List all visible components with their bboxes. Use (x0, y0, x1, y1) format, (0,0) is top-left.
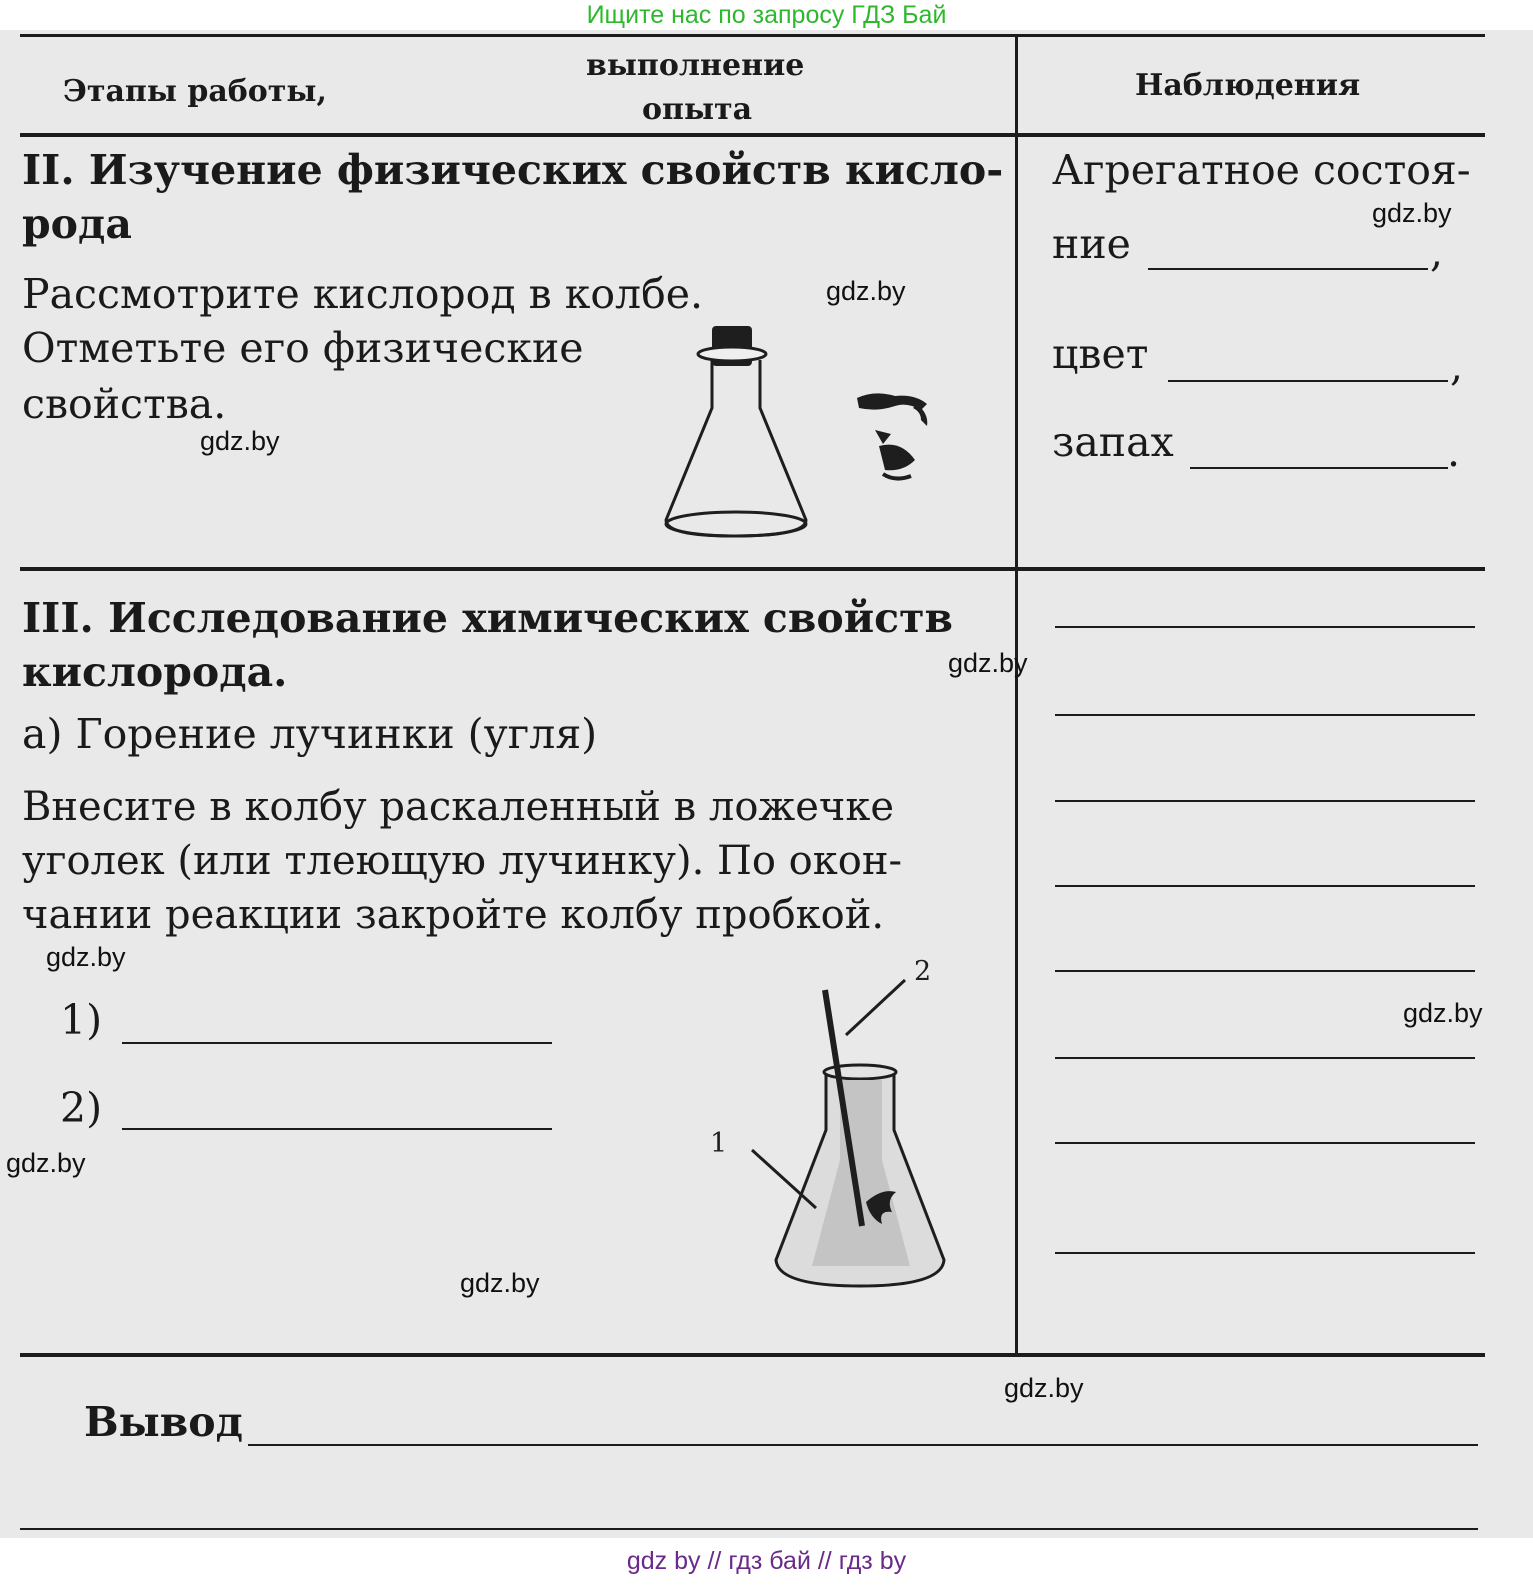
smell-waft-icon (855, 390, 935, 485)
header-observations: Наблюдения (1135, 68, 1361, 103)
header-execution-line1: выполнение (586, 48, 805, 83)
column-divider (1015, 34, 1018, 1356)
obs3-blank-2 (1055, 714, 1475, 716)
section3-text-line2: уголек (или тлеющую лучинку). По окон- (22, 838, 903, 884)
header-bottom-rule (20, 133, 1485, 137)
watermark: gdz.by (460, 1268, 540, 1298)
stoppered-flask-illustration (660, 320, 820, 545)
watermark: gdz.by (826, 276, 906, 306)
section2-bottom-rule (20, 567, 1485, 571)
top-banner: Ищите нас по запросу ГДЗ Бай (586, 1, 947, 29)
worksheet-page (0, 30, 1533, 1538)
obs-color-label: цвет (1052, 330, 1149, 378)
obs3-blank-1 (1055, 626, 1475, 628)
obs3-blank-6 (1055, 1057, 1475, 1059)
answer-1-label: 1) (60, 996, 103, 1044)
conclusion-blank-1 (248, 1444, 1478, 1446)
answer-2-label: 2) (60, 1084, 103, 1132)
section3-title-line2: кислорода. (22, 648, 288, 696)
figure-label-1: 1 (710, 1128, 728, 1159)
obs-smell-blank (1190, 467, 1448, 469)
figure-label-2: 2 (914, 956, 932, 987)
section3-text-line1: Внесите в колбу раскаленный в ложечке (22, 784, 894, 830)
table-top-rule (20, 34, 1485, 37)
watermark: gdz.by (1372, 198, 1452, 228)
obs3-blank-8 (1055, 1252, 1475, 1254)
watermark: gdz.by (46, 942, 126, 972)
obs3-blank-7 (1055, 1142, 1475, 1144)
section2-text-line2: Отметьте его физические (22, 324, 584, 372)
section2-title-line1: II. Изучение физических свойств кисло- (22, 146, 1004, 194)
obs-smell-label: запах (1052, 418, 1174, 466)
obs3-blank-4 (1055, 885, 1475, 887)
section3-sub-a: а) Горение лучинки (угля) (22, 710, 598, 758)
burning-splint-flask-illustration (700, 956, 980, 1300)
conclusion-blank-2 (20, 1528, 1478, 1530)
bottom-banner: gdz by // гдз бай // гдз by (626, 1547, 907, 1575)
header-stages: Этапы работы, (63, 74, 327, 109)
section3-text-line3: чании реакции закройте колбу пробкой. (22, 892, 885, 938)
header-execution-line2: опыта (642, 92, 753, 127)
watermark: gdz.by (6, 1148, 86, 1178)
section2-text-line3: свойства. (22, 380, 227, 428)
obs-smell-period: . (1447, 428, 1461, 476)
obs3-blank-5 (1055, 970, 1475, 972)
obs-aggregate-comma: , (1430, 228, 1444, 276)
obs-aggregate-state-line2: ние (1052, 220, 1131, 268)
answer-1-blank (122, 1042, 552, 1044)
obs-color-comma: , (1450, 342, 1464, 390)
obs3-blank-3 (1055, 800, 1475, 802)
obs-aggregate-state-line1: Агрегатное состоя- (1052, 146, 1471, 194)
obs-color-blank (1168, 380, 1448, 382)
watermark: gdz.by (948, 648, 1028, 678)
watermark: gdz.by (1403, 998, 1483, 1028)
conclusion-label: Вывод (84, 1398, 243, 1446)
section2-title-line2: рода (22, 200, 132, 248)
section3-title-line1: III. Исследование химических свойств (22, 594, 953, 642)
obs-aggregate-state-blank (1148, 268, 1428, 270)
answer-2-blank (122, 1128, 552, 1130)
section3-bottom-rule (20, 1353, 1485, 1357)
watermark: gdz.by (200, 426, 280, 456)
watermark: gdz.by (1004, 1373, 1084, 1403)
section2-text-line1: Рассмотрите кислород в колбе. (22, 270, 704, 318)
